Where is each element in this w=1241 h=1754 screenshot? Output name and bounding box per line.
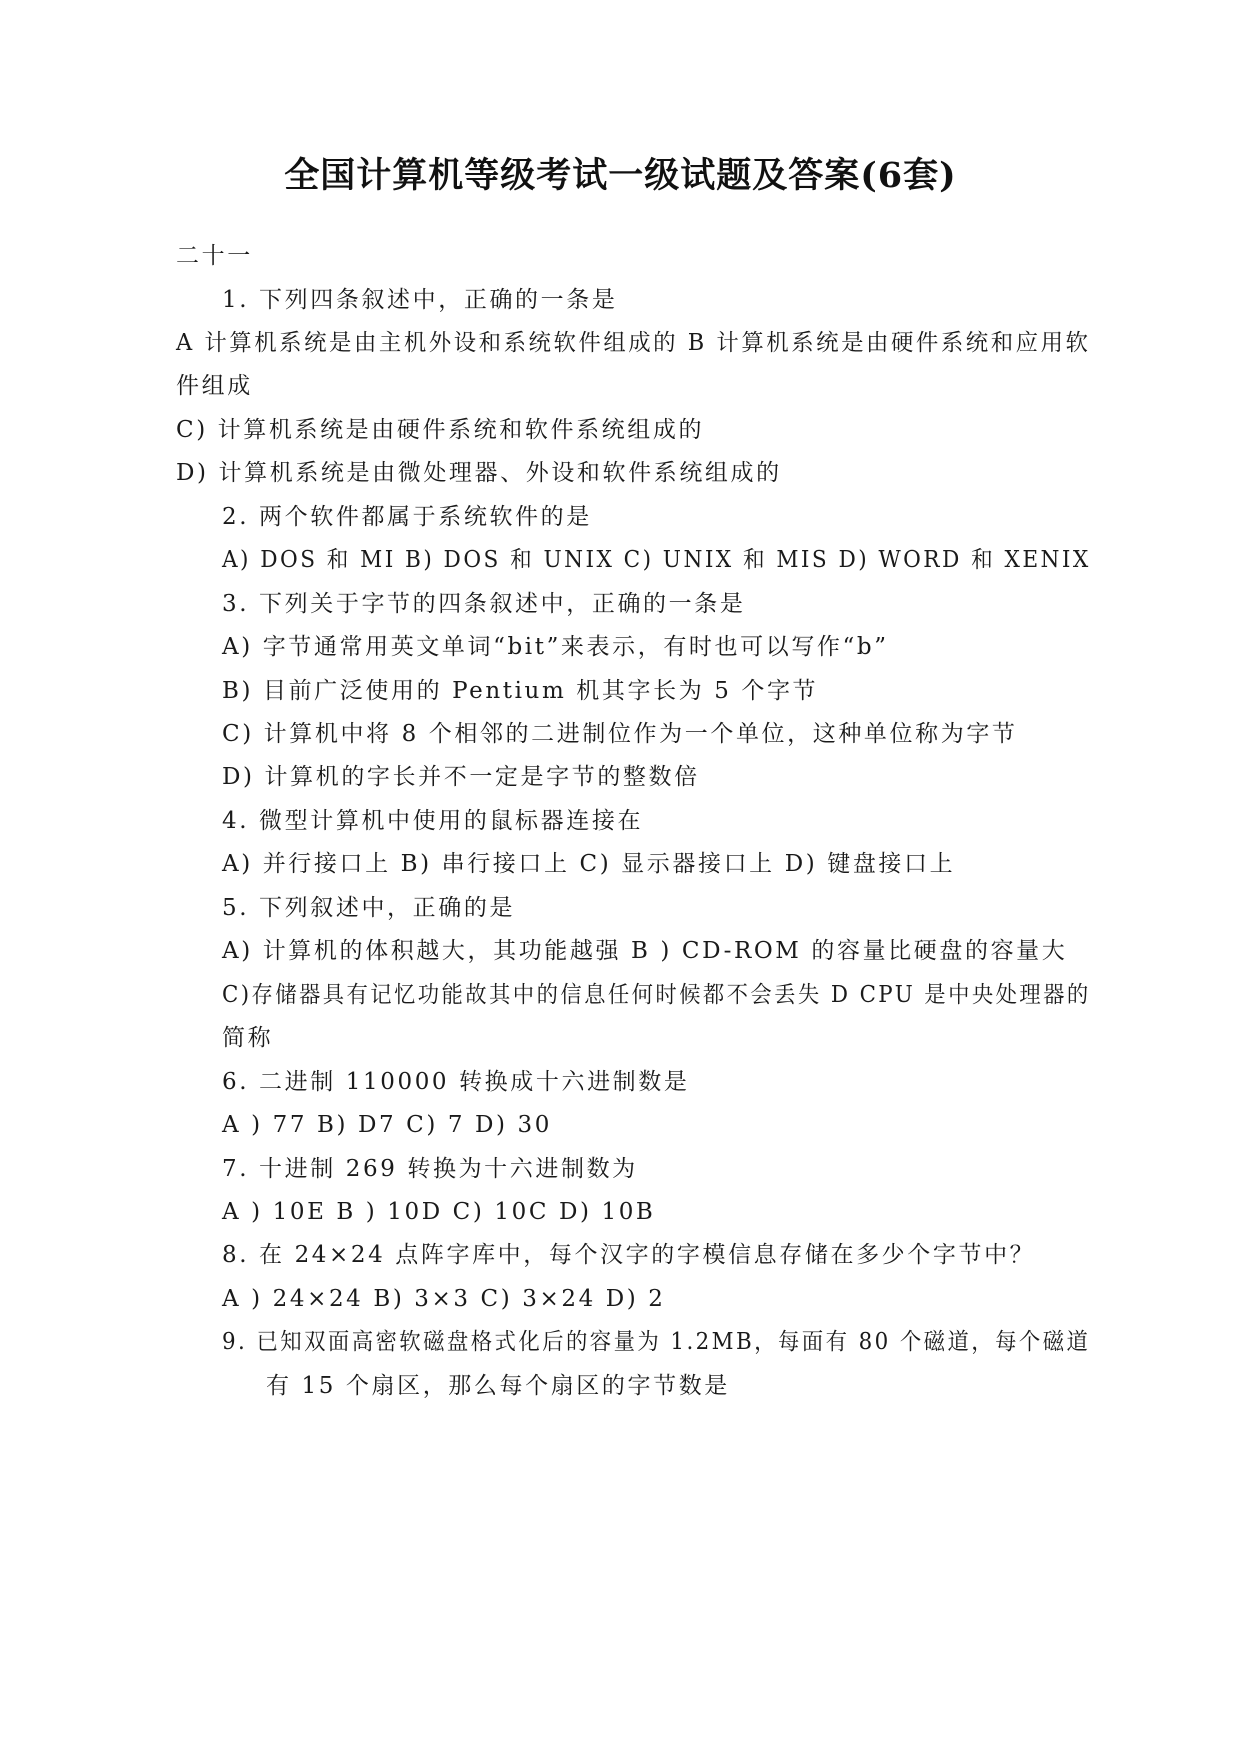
question-9-cont: 有 15 个扇区，那么每个扇区的字节数是 bbox=[266, 1373, 730, 1399]
page-title: 全国计算机等级考试一级试题及答案(6套) bbox=[284, 155, 957, 196]
question-7-options: A ) 10E B ) 10D C) 10C D) 10B bbox=[222, 1199, 656, 1225]
question-1-options-ab-cont: 件组成 bbox=[176, 373, 253, 399]
question-4-options: A) 并行接口上 B) 串行接口上 C) 显示器接口上 D) 键盘接口上 bbox=[222, 851, 956, 877]
question-3-option-a: A) 字节通常用英文单词“bit”来表示，有时也可以写作“b” bbox=[222, 634, 889, 660]
question-9: 9. 已知双面高密软磁盘格式化后的容量为 1.2MB，每面有 80 个磁道，每个磁道 bbox=[222, 1329, 1091, 1355]
question-6: 6. 二进制 110000 转换成十六进制数是 bbox=[222, 1069, 690, 1095]
question-8: 8. 在 24×24 点阵字库中，每个汉字的字模信息存储在多少个字节中？ bbox=[222, 1242, 1036, 1268]
question-8-options: A ) 24×24 B) 3×3 C) 3×24 D) 2 bbox=[222, 1286, 666, 1312]
question-3-option-d: D) 计算机的字长并不一定是字节的整数倍 bbox=[222, 764, 700, 790]
question-1-options-ab: A 计算机系统是由主机外设和系统软件组成的 B 计算机系统是由硬件系统和应用软 bbox=[176, 330, 1091, 356]
question-1-option-d: D) 计算机系统是由微处理器、外设和软件系统组成的 bbox=[176, 460, 782, 486]
question-5-options-cd-cont: 简称 bbox=[222, 1025, 274, 1051]
question-2: 2. 两个软件都属于系统软件的是 bbox=[222, 504, 592, 530]
question-6-options: A ) 77 B) D7 C) 7 D) 30 bbox=[222, 1112, 552, 1138]
question-5: 5. 下列叙述中，正确的是 bbox=[222, 895, 516, 921]
question-7: 7. 十进制 269 转换为十六进制数为 bbox=[222, 1156, 638, 1182]
question-4: 4. 微型计算机中使用的鼠标器连接在 bbox=[222, 808, 644, 834]
question-3-option-c: C) 计算机中将 8 个相邻的二进制位作为一个单位，这种单位称为字节 bbox=[222, 721, 1018, 747]
question-2-options: A) DOS 和 MI B) DOS 和 UNIX C) UNIX 和 MIS D) WORD 和 XENIX bbox=[222, 547, 1091, 573]
question-3: 3. 下列关于字节的四条叙述中，正确的一条是 bbox=[222, 591, 746, 617]
question-5-options-cd: C)存储器具有记忆功能故其中的信息任何时候都不会丢失 D CPU 是中央处理器的 bbox=[222, 982, 1091, 1008]
question-1-option-c: C) 计算机系统是由硬件系统和软件系统组成的 bbox=[176, 417, 705, 443]
question-5-options-ab: A) 计算机的体积越大，其功能越强 B ) CD-ROM 的容量比硬盘的容量大 bbox=[222, 938, 1068, 964]
section-heading: 二十一 bbox=[176, 243, 253, 269]
question-1: 1. 下列四条叙述中，正确的一条是 bbox=[222, 287, 618, 313]
question-3-option-b: B) 目前广泛使用的 Pentium 机其字长为 5 个字节 bbox=[222, 678, 819, 704]
